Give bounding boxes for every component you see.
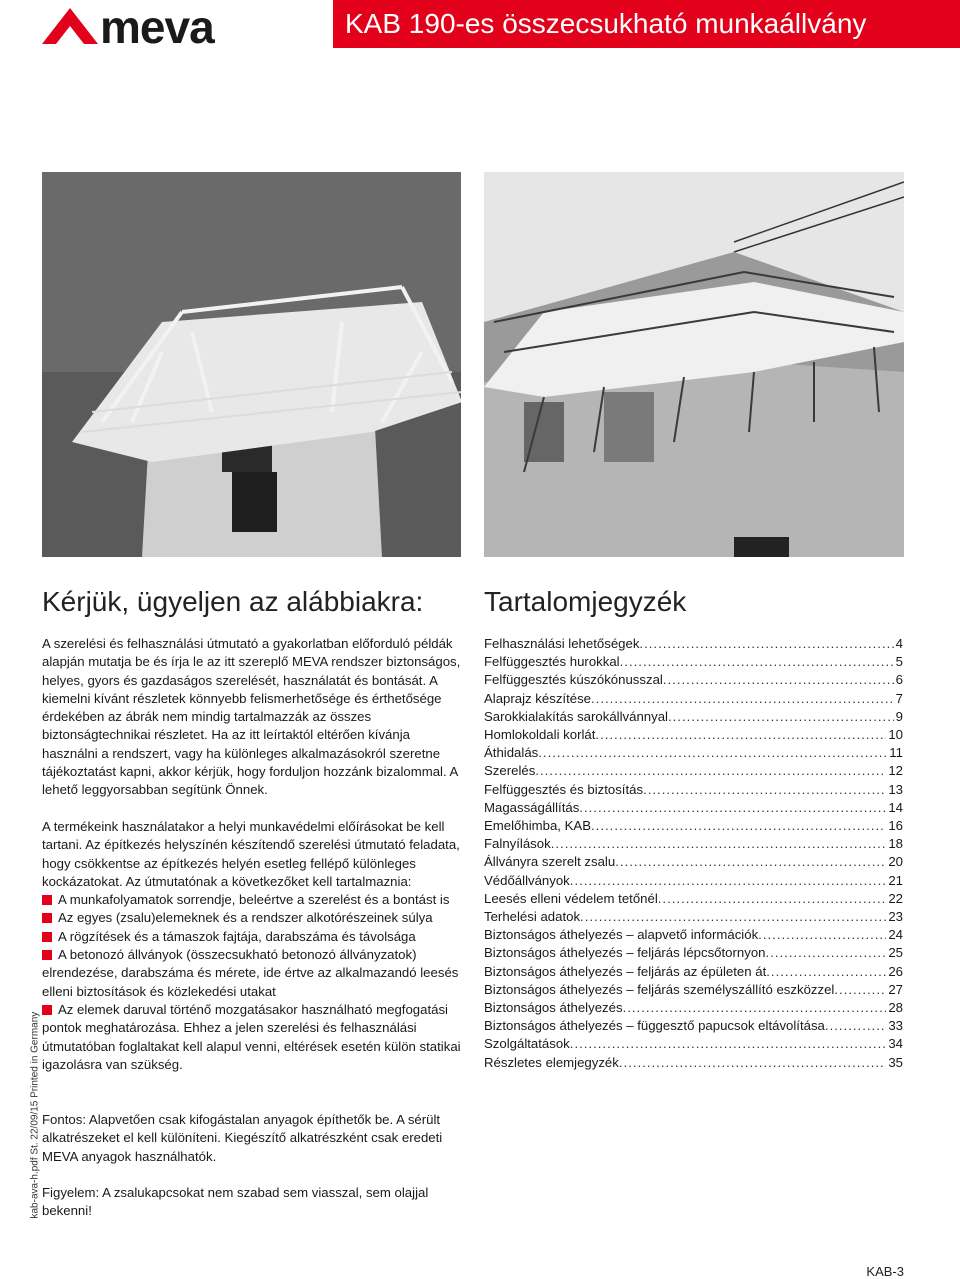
toc-entry[interactable]: Falnyílások ..... 18 [484, 835, 903, 853]
toc-entry[interactable]: Felfüggesztés kúszókónusszal ..... 6 [484, 671, 903, 689]
toc-entry[interactable]: Védőállványok ..... 21 [484, 872, 903, 890]
bullet-item: Az elemek daruval történő mozgatásakor használható megfogatási pontok meghatározása. Ehhez a jelen szerelési és felhasználási útmutatóban foglaltakat kell alapul venni, eltérések esetén külön statikai igazolásra van szükség. [42, 1001, 461, 1072]
bullet-square-icon [42, 913, 52, 923]
page-number: KAB-3 [866, 1264, 904, 1279]
meva-triangle-icon [40, 4, 100, 46]
toc-entry[interactable]: Biztonságos áthelyezés – feljárás lépcsőtornyon ..... 25 [484, 944, 903, 962]
toc-entry[interactable]: Biztonságos áthelyezés – feljárás az épületen át ..... 26 [484, 963, 903, 981]
toc-entry[interactable]: Biztonságos áthelyezés ..... 28 [484, 999, 903, 1017]
toc-entry[interactable]: Szolgáltatások ..... 34 [484, 1035, 903, 1053]
toc-entry[interactable]: Felhasználási lehetőségek ..... 4 [484, 635, 903, 653]
bullet-square-icon [42, 950, 52, 960]
page-title: KAB 190-es összecsukható munkaállvány [345, 8, 867, 39]
title-bar [333, 0, 960, 48]
bullet-square-icon [42, 1005, 52, 1015]
toc-entry[interactable]: Biztonságos áthelyezés – alapvető információk ..... 24 [484, 926, 903, 944]
toc-entry[interactable]: Leesés elleni védelem tetőnél ..... 22 [484, 890, 903, 908]
requirements-intro: A termékeink használatakor a helyi munkavédelmi előírásokat be kell tartani. Az építkezés helyszínén készítendő szerelési útmutató feladata, hogy csökkentse az építkezés helyén esetleg fellépő különleges kockázatokat. Az útmutatónak a következőket kell tartalmaznia: [42, 819, 460, 889]
logo-wordmark: meva [100, 1, 214, 53]
toc-entry[interactable]: Szerelés ..... 12 [484, 762, 903, 780]
requirements-block [42, 818, 462, 1074]
warning-note: Figyelem: A zsalukapcsokat nem szabad sem viasszal, sem olajjal bekenni! [42, 1185, 429, 1219]
toc-entry[interactable]: Részletes elemjegyzék ..... 35 [484, 1054, 903, 1072]
bullet-item: A betonozó állványok (összecsukható betonozó állványzatok) elrendezése, darabszáma és mérete, ide értve az alkalmazandó leesés elleni biztosítások és közlekedési utakat [42, 947, 459, 999]
toc-entry[interactable]: Magasságállítás ..... 14 [484, 799, 903, 817]
intro-paragraph: A szerelési és felhasználási útmutató a gyakorlatban előforduló példák alapján mutatja be és írja le az itt szereplő MEVA rendszer biztonságos, helyes, gyors és gazdaságos szerelését, használatát és bontását. A kiemelni kívánt részletek könnyebb felismerhetősége és érthetősége érdekében az ábrák nem mindig tartalmazzák az összes biztonságtechnikai részletet. Ha az itt leírtaktól eltérően kívánja használni a rendszert, vagy ha különleges alkalmazásokról szeretne tájékoztatást kapni, akkor kérjük, hogy forduljon hozzánk bizalommal. A lehető leggyorsabban segítünk Önnek. [42, 636, 461, 798]
toc-entry[interactable]: Áthidalás ..... 11 [484, 744, 903, 762]
toc-entry[interactable]: Biztonságos áthelyezés – függesztő papucsok eltávolítása ..... 33 [484, 1017, 903, 1035]
toc-entry[interactable]: Terhelési adatok ..... 23 [484, 908, 903, 926]
bullet-square-icon [42, 895, 52, 905]
scaffold-photo-right [484, 172, 904, 557]
print-info: kab-ava-h.pdf St. 22/09/15 Printed in Germany [29, 1011, 41, 1219]
toc-entry[interactable]: Biztonságos áthelyezés – feljárás személyszállító eszközzel ..... 27 [484, 981, 903, 999]
bullet-square-icon [42, 932, 52, 942]
scaffold-photo-left [42, 172, 461, 557]
important-note: Fontos: Alapvetően csak kifogástalan anyagok építhetők be. A sérült alkatrészeket el kell különíteni. Kiegészítő alkatrészként csak eredeti MEVA anyagok használhatók. [42, 1112, 443, 1164]
toc-entry[interactable]: Felfüggesztés hurokkal ..... 5 [484, 653, 903, 671]
toc-entry[interactable]: Felfüggesztés és biztosítás ..... 13 [484, 781, 903, 799]
toc-heading: Tartalomjegyzék [484, 586, 687, 617]
toc-entry[interactable]: Emelőhimba, KAB ..... 16 [484, 817, 903, 835]
table-of-contents [484, 635, 903, 1072]
meva-logo [40, 1, 265, 53]
bullet-item: Az egyes (zsalu)elemeknek és a rendszer alkotórészeinek súlya [42, 909, 462, 927]
toc-entry[interactable]: Homlokoldali korlát ..... 10 [484, 726, 903, 744]
toc-entry[interactable]: Alaprajz készítése ..... 7 [484, 690, 903, 708]
bullet-item: A rögzítések és a támaszok fajtája, darabszáma és távolsága [42, 928, 462, 946]
bullet-item: A munkafolyamatok sorrendje, beleértve a szerelést és a bontást is [42, 891, 462, 909]
toc-entry[interactable]: Állványra szerelt zsalu ..... 20 [484, 853, 903, 871]
notice-heading: Kérjük, ügyeljen az alábbiakra: [42, 586, 424, 617]
toc-entry[interactable]: Sarokkialakítás sarokállvánnyal ..... 9 [484, 708, 903, 726]
